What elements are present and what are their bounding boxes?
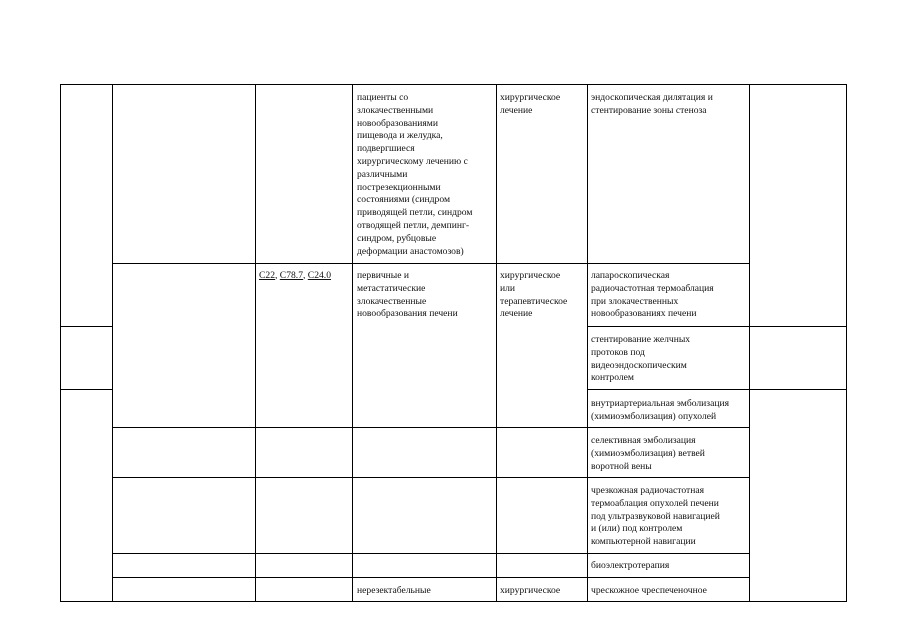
patients-cell: первичные и метастатические злокачественные новообразования печени bbox=[357, 270, 458, 320]
column-divider bbox=[255, 84, 256, 602]
patients-cell: нерезектабельные bbox=[357, 585, 431, 596]
row-divider bbox=[112, 477, 749, 478]
code-link[interactable]: C78.7 bbox=[279, 270, 303, 281]
column-divider bbox=[112, 84, 113, 602]
diagnosis-codes-cell: C22, C78.7, C24.0 bbox=[259, 270, 331, 281]
treatment-cell: хирургическое или терапевтическое лечение bbox=[500, 270, 568, 320]
method-cell: селективная эмболизация (химиоэмболизация) ветвей воротной вены bbox=[591, 435, 705, 472]
row-divider bbox=[112, 577, 749, 578]
method-cell: лапароскопическая радиочастотная термоаблация при злокачественных новообразованиях печени bbox=[591, 270, 714, 320]
method-cell: внутриартериальная эмболизация (химиоэмболизация) опухолей bbox=[591, 398, 730, 422]
column-divider bbox=[60, 84, 61, 602]
row-divider bbox=[60, 389, 112, 390]
row-divider bbox=[112, 427, 749, 428]
code-link[interactable]: C22 bbox=[259, 270, 275, 281]
row-divider bbox=[587, 326, 846, 327]
patients-cell: пациенты со злокачественными новообразованиями пищевода и желудка, подвергшиеся хирургическому лечению с различными пострезекционными состояниями (синдром приводящей петли, синдром отводящей петли, демпинг- синдром, рубцовые деформации анастомозов) bbox=[357, 92, 473, 257]
row-divider bbox=[587, 389, 846, 390]
method-cell: биоэлектротерапия bbox=[591, 560, 670, 571]
treatment-cell: хирургическое bbox=[500, 585, 561, 596]
method-cell: чрезкожная радиочастотная термоаблация опухолей печени под ультразвуковой навигацией и (или) под контролем компьютерной навигации bbox=[591, 485, 720, 548]
treatment-cell: хирургическое лечение bbox=[500, 92, 561, 116]
table-border-bottom bbox=[60, 601, 846, 602]
column-divider bbox=[352, 84, 353, 602]
code-link[interactable]: C24.0 bbox=[307, 270, 331, 281]
method-cell: стентирование желчных протоков под видеоэндоскопическим контролем bbox=[591, 334, 691, 384]
column-divider bbox=[846, 84, 847, 602]
table-border-top bbox=[60, 84, 846, 85]
row-divider bbox=[60, 326, 112, 327]
method-cell: чрескожное чреспеченочное bbox=[591, 585, 707, 596]
row-divider bbox=[112, 553, 749, 554]
method-cell: эндоскопическая дилятация и стентирование зоны стеноза bbox=[591, 92, 713, 116]
row-divider bbox=[112, 263, 749, 264]
column-divider bbox=[749, 84, 750, 602]
column-divider bbox=[496, 84, 497, 602]
column-divider bbox=[587, 84, 588, 602]
